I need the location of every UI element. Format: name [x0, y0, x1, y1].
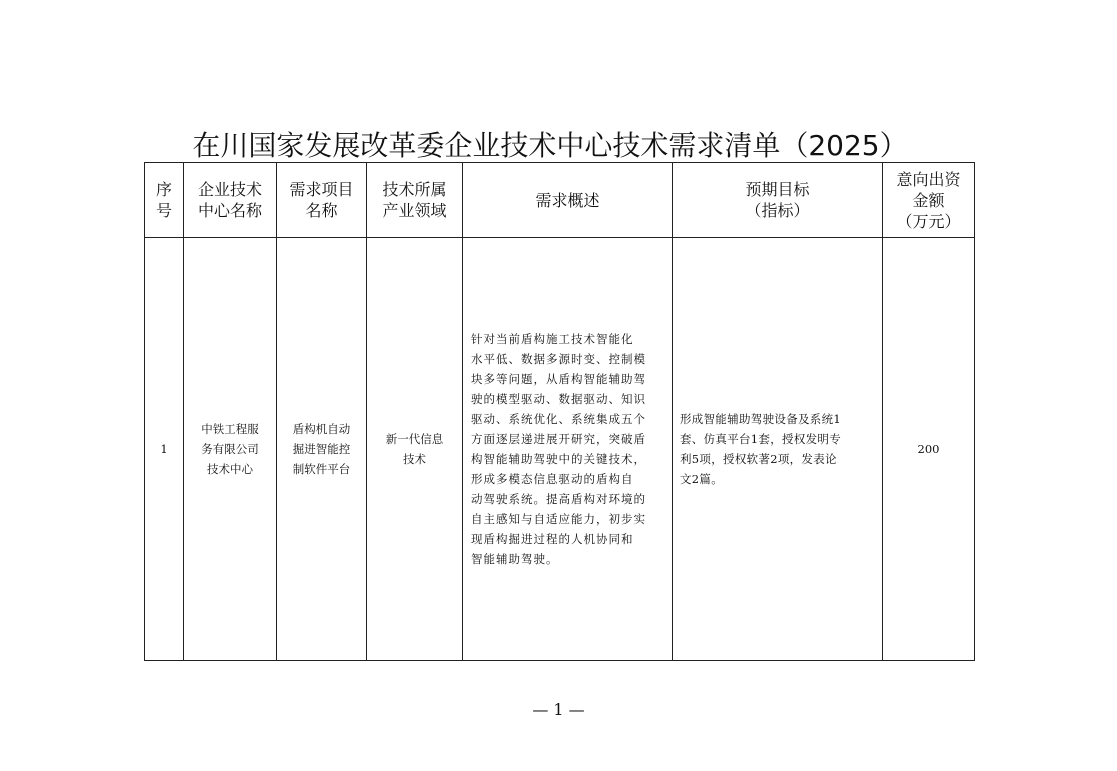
cell-summary: 针对当前盾构施工技术智能化 水平低、数据多源时变、控制模 块多等问题，从盾构智能辅助驾 驶的模型驱动、数据驱动、知识 驱动、系统优化、系统集成五个 方面逐层递进展开研究，突破盾 构智能辅助驾驶中的关键技术， 形成多模态信息驱动的盾构自 动驾驶系统。提高盾构对环境的 自主感知与自适应能力，初步实 现盾构掘进过程的人机协同和 智能辅助驾驶。 — [463, 238, 673, 661]
header-amount: 意向出资 金额 （万元） — [883, 163, 975, 238]
header-industry: 技术所属 产业领域 — [367, 163, 463, 238]
page-number: — 1 — — [532, 700, 585, 719]
header-project-name: 需求项目 名称 — [277, 163, 367, 238]
header-seq: 序 号 — [145, 163, 184, 238]
cell-project-name: 盾构机自动 掘进智能控 制软件平台 — [277, 238, 367, 661]
cell-industry: 新一代信息 技术 — [367, 238, 463, 661]
requirements-table — [144, 162, 975, 661]
table-row — [145, 238, 975, 661]
table-header-row — [145, 163, 975, 238]
header-summary: 需求概述 — [463, 163, 673, 238]
page-title: 在川国家发展改革委企业技术中心技术需求清单（2025） — [192, 129, 908, 162]
cell-seq: 1 — [145, 238, 184, 661]
cell-center-name: 中铁工程服 务有限公司 技术中心 — [184, 238, 277, 661]
header-center-name: 企业技术 中心名称 — [184, 163, 277, 238]
header-target: 预期目标 （指标） — [673, 163, 883, 238]
cell-amount: 200 — [883, 238, 975, 661]
cell-target: 形成智能辅助驾驶设备及系统1 套、仿真平台1套，授权发明专 利5项，授权软著2项，发表论 文2篇。 — [673, 238, 883, 661]
